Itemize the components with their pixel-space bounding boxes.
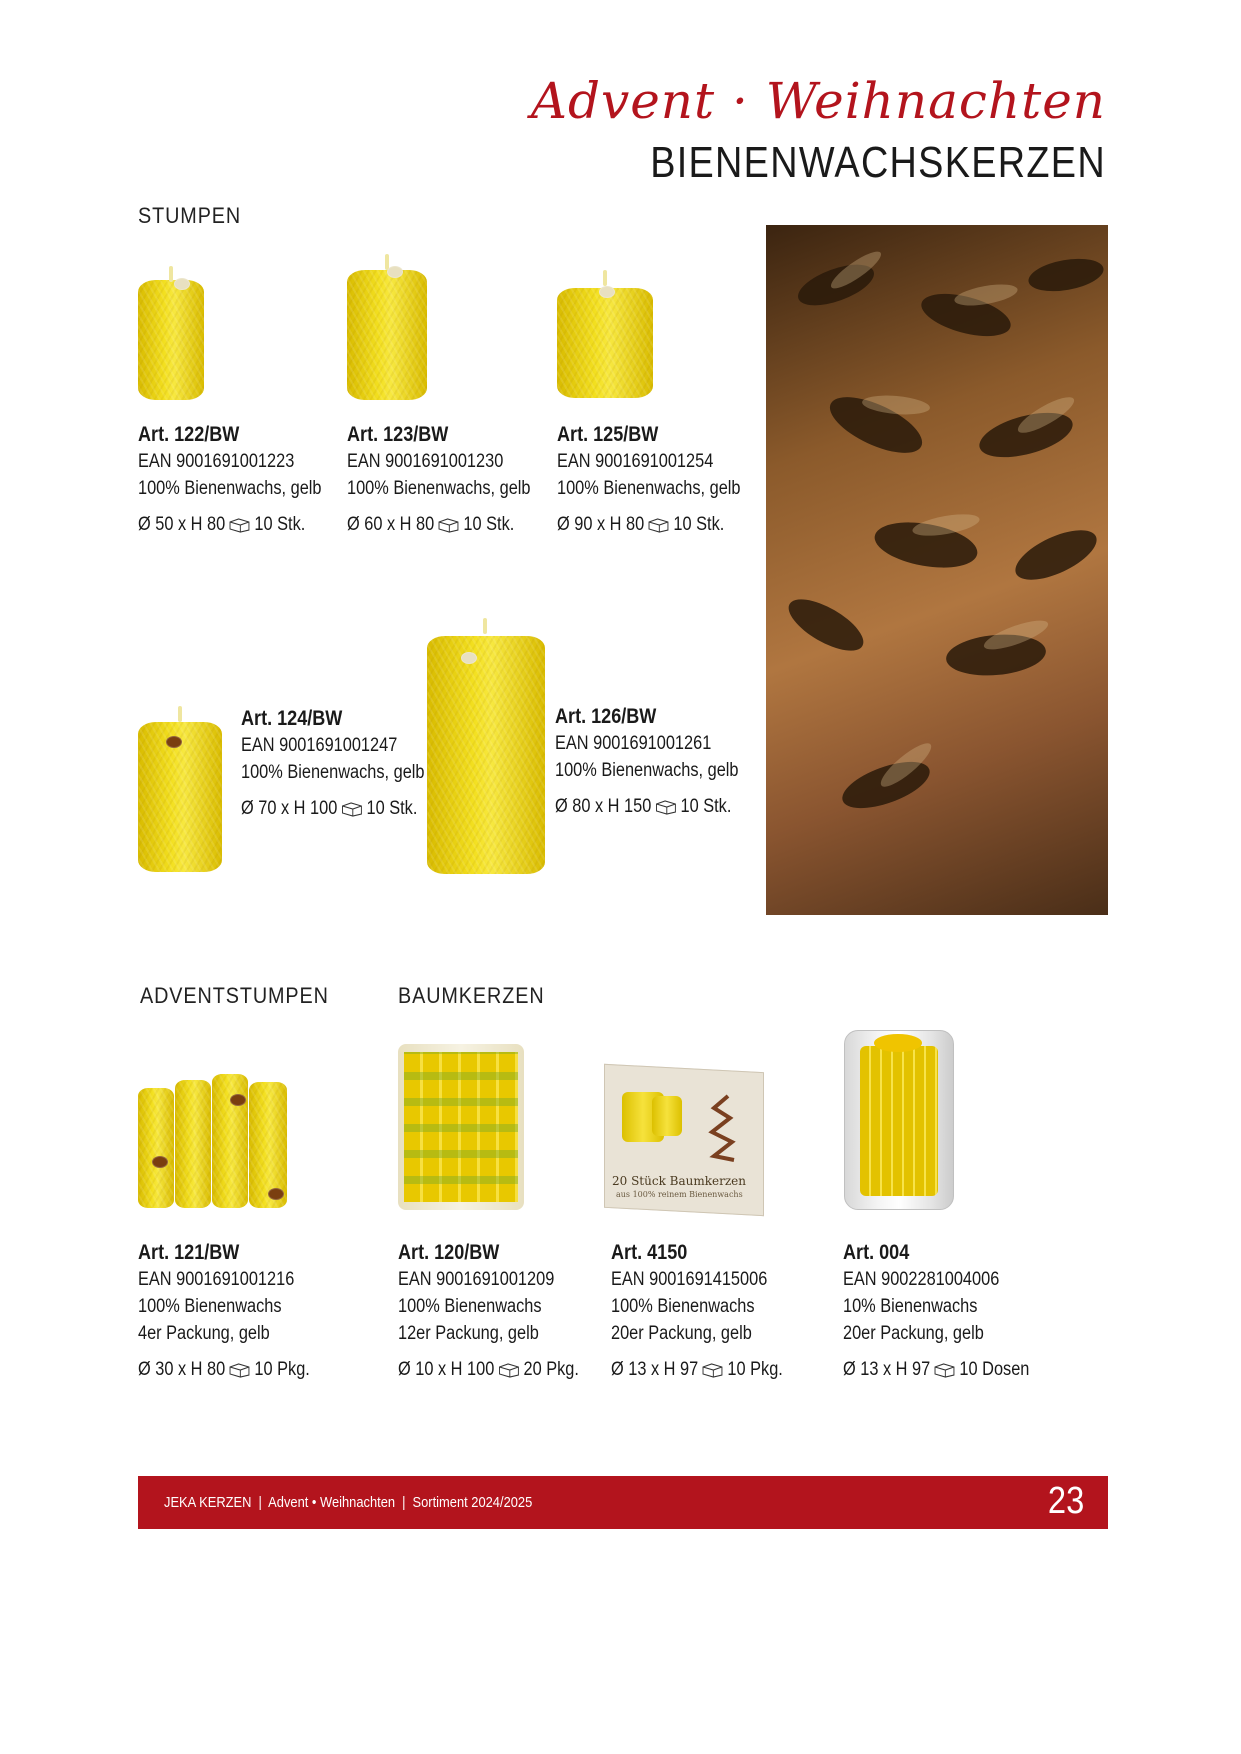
bees-illustration: [766, 225, 1108, 915]
product-desc: 20er Packung, gelb: [843, 1323, 984, 1344]
product-dims: Ø 50 x H 80: [138, 514, 226, 535]
product-ean: EAN 9001691001230: [347, 451, 504, 472]
box-label-subtitle: aus 100% reinem Bienenwachs: [616, 1190, 743, 1199]
footer-range: Sortiment 2024/2025: [412, 1494, 533, 1511]
package-icon: [438, 517, 460, 533]
product-pack: 10 Pkg.: [727, 1359, 783, 1380]
product-article: Art. 120/BW: [398, 1241, 500, 1264]
section-title-stumpen: STUMPEN: [138, 203, 242, 228]
box-label-title: 20 Stück Baumkerzen: [612, 1174, 747, 1188]
product-article: Art. 4150: [611, 1241, 688, 1264]
product-article: Art. 004: [843, 1241, 910, 1264]
product-ean: EAN 9001691001247: [241, 735, 398, 756]
product-125: [557, 421, 772, 538]
product-pack: 10 Stk.: [463, 514, 515, 535]
product-desc: 100% Bienenwachs, gelb: [555, 760, 739, 781]
product-pack: 10 Pkg.: [254, 1359, 310, 1380]
product-pack: 10 Stk.: [680, 796, 732, 817]
product-dims: Ø 10 x H 100: [398, 1359, 495, 1380]
product-pack: 10 Stk.: [673, 514, 725, 535]
footer-brand: JEKA KERZEN: [164, 1494, 252, 1511]
product-article: Art. 123/BW: [347, 423, 449, 446]
product-image-125: [557, 268, 653, 400]
product-ean: EAN 9002281004006: [843, 1269, 1000, 1290]
package-icon: [498, 1362, 520, 1378]
footer-separator: |: [258, 1494, 262, 1511]
product-article: Art. 124/BW: [241, 707, 343, 730]
package-icon: [655, 799, 677, 815]
product-ean: EAN 9001691001261: [555, 733, 712, 754]
product-desc: 100% Bienenwachs: [398, 1296, 542, 1317]
product-dims: Ø 60 x H 80: [347, 514, 435, 535]
product-image-122: [138, 262, 204, 402]
product-122: [138, 421, 353, 538]
product-image-4150: [604, 1068, 764, 1212]
product-desc: 100% Bienenwachs, gelb: [241, 762, 425, 783]
tree-icon: [708, 1094, 738, 1164]
product-123: [347, 421, 562, 538]
section-title-adventstumpen: ADVENTSTUMPEN: [140, 983, 329, 1008]
product-dims: Ø 13 x H 97: [611, 1359, 699, 1380]
product-article: Art. 126/BW: [555, 705, 657, 728]
product-dims: Ø 90 x H 80: [557, 514, 645, 535]
product-004: [843, 1239, 1058, 1383]
package-icon: [229, 1362, 251, 1378]
product-image-123: [347, 252, 427, 402]
product-126: [555, 703, 770, 820]
product-pack: 10 Stk.: [254, 514, 306, 535]
product-ean: EAN 9001691001216: [138, 1269, 295, 1290]
product-pack: 10 Dosen: [959, 1359, 1030, 1380]
product-desc: 100% Bienenwachs: [611, 1296, 755, 1317]
product-article: Art. 122/BW: [138, 423, 240, 446]
product-desc: 100% Bienenwachs, gelb: [347, 478, 531, 499]
product-desc: 100% Bienenwachs, gelb: [138, 478, 322, 499]
product-dims: Ø 30 x H 80: [138, 1359, 226, 1380]
product-121: [138, 1239, 353, 1383]
footer-separator: |: [402, 1494, 406, 1511]
product-desc: 100% Bienenwachs: [138, 1296, 282, 1317]
footer-bar: [138, 1476, 1108, 1529]
product-ean: EAN 9001691001223: [138, 451, 295, 472]
section-title-baumkerzen: BAUMKERZEN: [398, 983, 545, 1008]
product-124: [241, 705, 456, 822]
product-pack: 10 Stk.: [366, 798, 418, 819]
product-article: Art. 121/BW: [138, 1241, 240, 1264]
product-desc: 4er Packung, gelb: [138, 1323, 270, 1344]
product-article: Art. 125/BW: [557, 423, 659, 446]
product-120: [398, 1239, 613, 1383]
product-desc: 100% Bienenwachs, gelb: [557, 478, 741, 499]
page-title: BIENENWACHSKERZEN: [650, 138, 1106, 187]
footer-text: [164, 1494, 532, 1511]
footer-category: Advent • Weihnachten: [268, 1494, 396, 1511]
page-number: 23: [1047, 1480, 1084, 1522]
product-desc: 10% Bienenwachs: [843, 1296, 978, 1317]
package-icon: [648, 517, 670, 533]
package-icon: [229, 517, 251, 533]
product-image-004: [844, 1026, 954, 1212]
product-desc: 12er Packung, gelb: [398, 1323, 539, 1344]
package-icon: [702, 1362, 724, 1378]
package-icon: [934, 1362, 956, 1378]
package-icon: [341, 801, 363, 817]
product-ean: EAN 9001691001209: [398, 1269, 555, 1290]
product-ean: EAN 9001691001254: [557, 451, 714, 472]
product-image-124: [138, 702, 222, 874]
product-dims: Ø 70 x H 100: [241, 798, 338, 819]
product-ean: EAN 9001691415006: [611, 1269, 768, 1290]
product-4150: [611, 1239, 826, 1383]
script-title: Advent · Weihnachten: [530, 72, 1106, 130]
bees-photo: [766, 225, 1108, 915]
product-image-120: [398, 1044, 524, 1210]
product-pack: 20 Pkg.: [523, 1359, 579, 1380]
product-image-121: [138, 1066, 290, 1212]
product-desc: 20er Packung, gelb: [611, 1323, 752, 1344]
product-dims: Ø 13 x H 97: [843, 1359, 931, 1380]
product-dims: Ø 80 x H 150: [555, 796, 652, 817]
